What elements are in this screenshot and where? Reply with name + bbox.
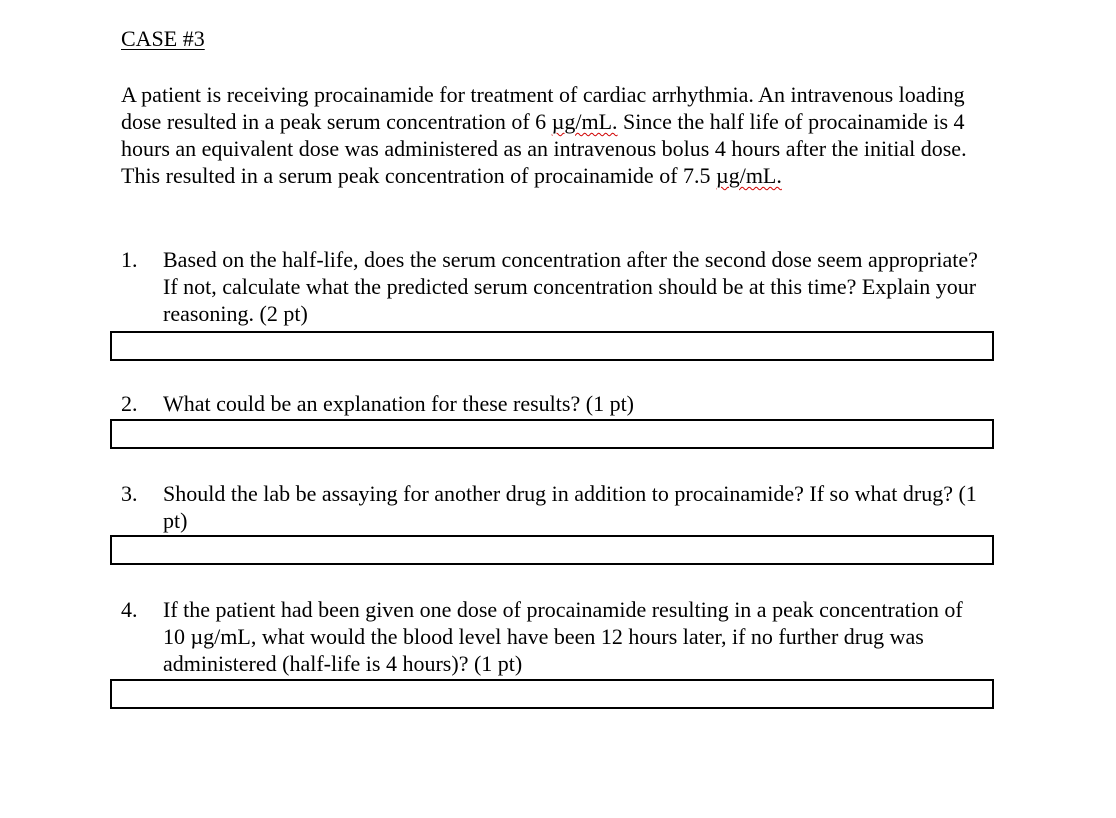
answer-box-4[interactable] (110, 679, 994, 709)
intro-unit-second: µg/mL. (716, 163, 782, 188)
answer-box-3[interactable] (110, 535, 994, 565)
question-3 (121, 480, 981, 536)
intro-text-part1: A patient is receiving procainamide for treatment of cardiac arrhythmia. An intravenous loading dose resulted in a peak serum concentration of 6 (121, 82, 965, 134)
question-3-text: Should the lab be assaying for another drug in addition to procainamide? If so what drug? (1 pt) (163, 481, 977, 533)
case-description (121, 81, 981, 189)
question-1 (121, 246, 981, 330)
question-1-text: Based on the half-life, does the serum concentration after the second dose seem appropriate? If not, calculate what the predicted serum concentration should be at this time? Explain your reasoning. (2 pt) (163, 247, 978, 326)
question-2 (121, 390, 981, 420)
question-2-number: 2. (121, 391, 138, 416)
answer-box-2[interactable] (110, 419, 994, 449)
answer-box-1[interactable] (110, 331, 994, 361)
question-2-text: What could be an explanation for these results? (1 pt) (163, 391, 635, 416)
question-4 (121, 596, 981, 678)
question-1-number: 1. (121, 247, 138, 272)
case-title: CASE #3 (121, 26, 205, 51)
question-3-number: 3. (121, 481, 138, 506)
question-4-text: If the patient had been given one dose of procainamide resulting in a peak concentration of 10 µg/mL, what would the blood level have been 12 hours later, if no further drug was administered (half-life is 4 hours)? (1 pt) (163, 597, 963, 676)
intro-unit-first: µg/mL. (551, 109, 618, 134)
intro-text-part2: Since the half life of procainamide is 4 hours an equivalent dose was administered as an intravenous bolus 4 hours after the initial dose. This resulted in a serum peak concentration of procainamide of 7.5 (121, 109, 967, 188)
question-4-number: 4. (121, 597, 138, 622)
